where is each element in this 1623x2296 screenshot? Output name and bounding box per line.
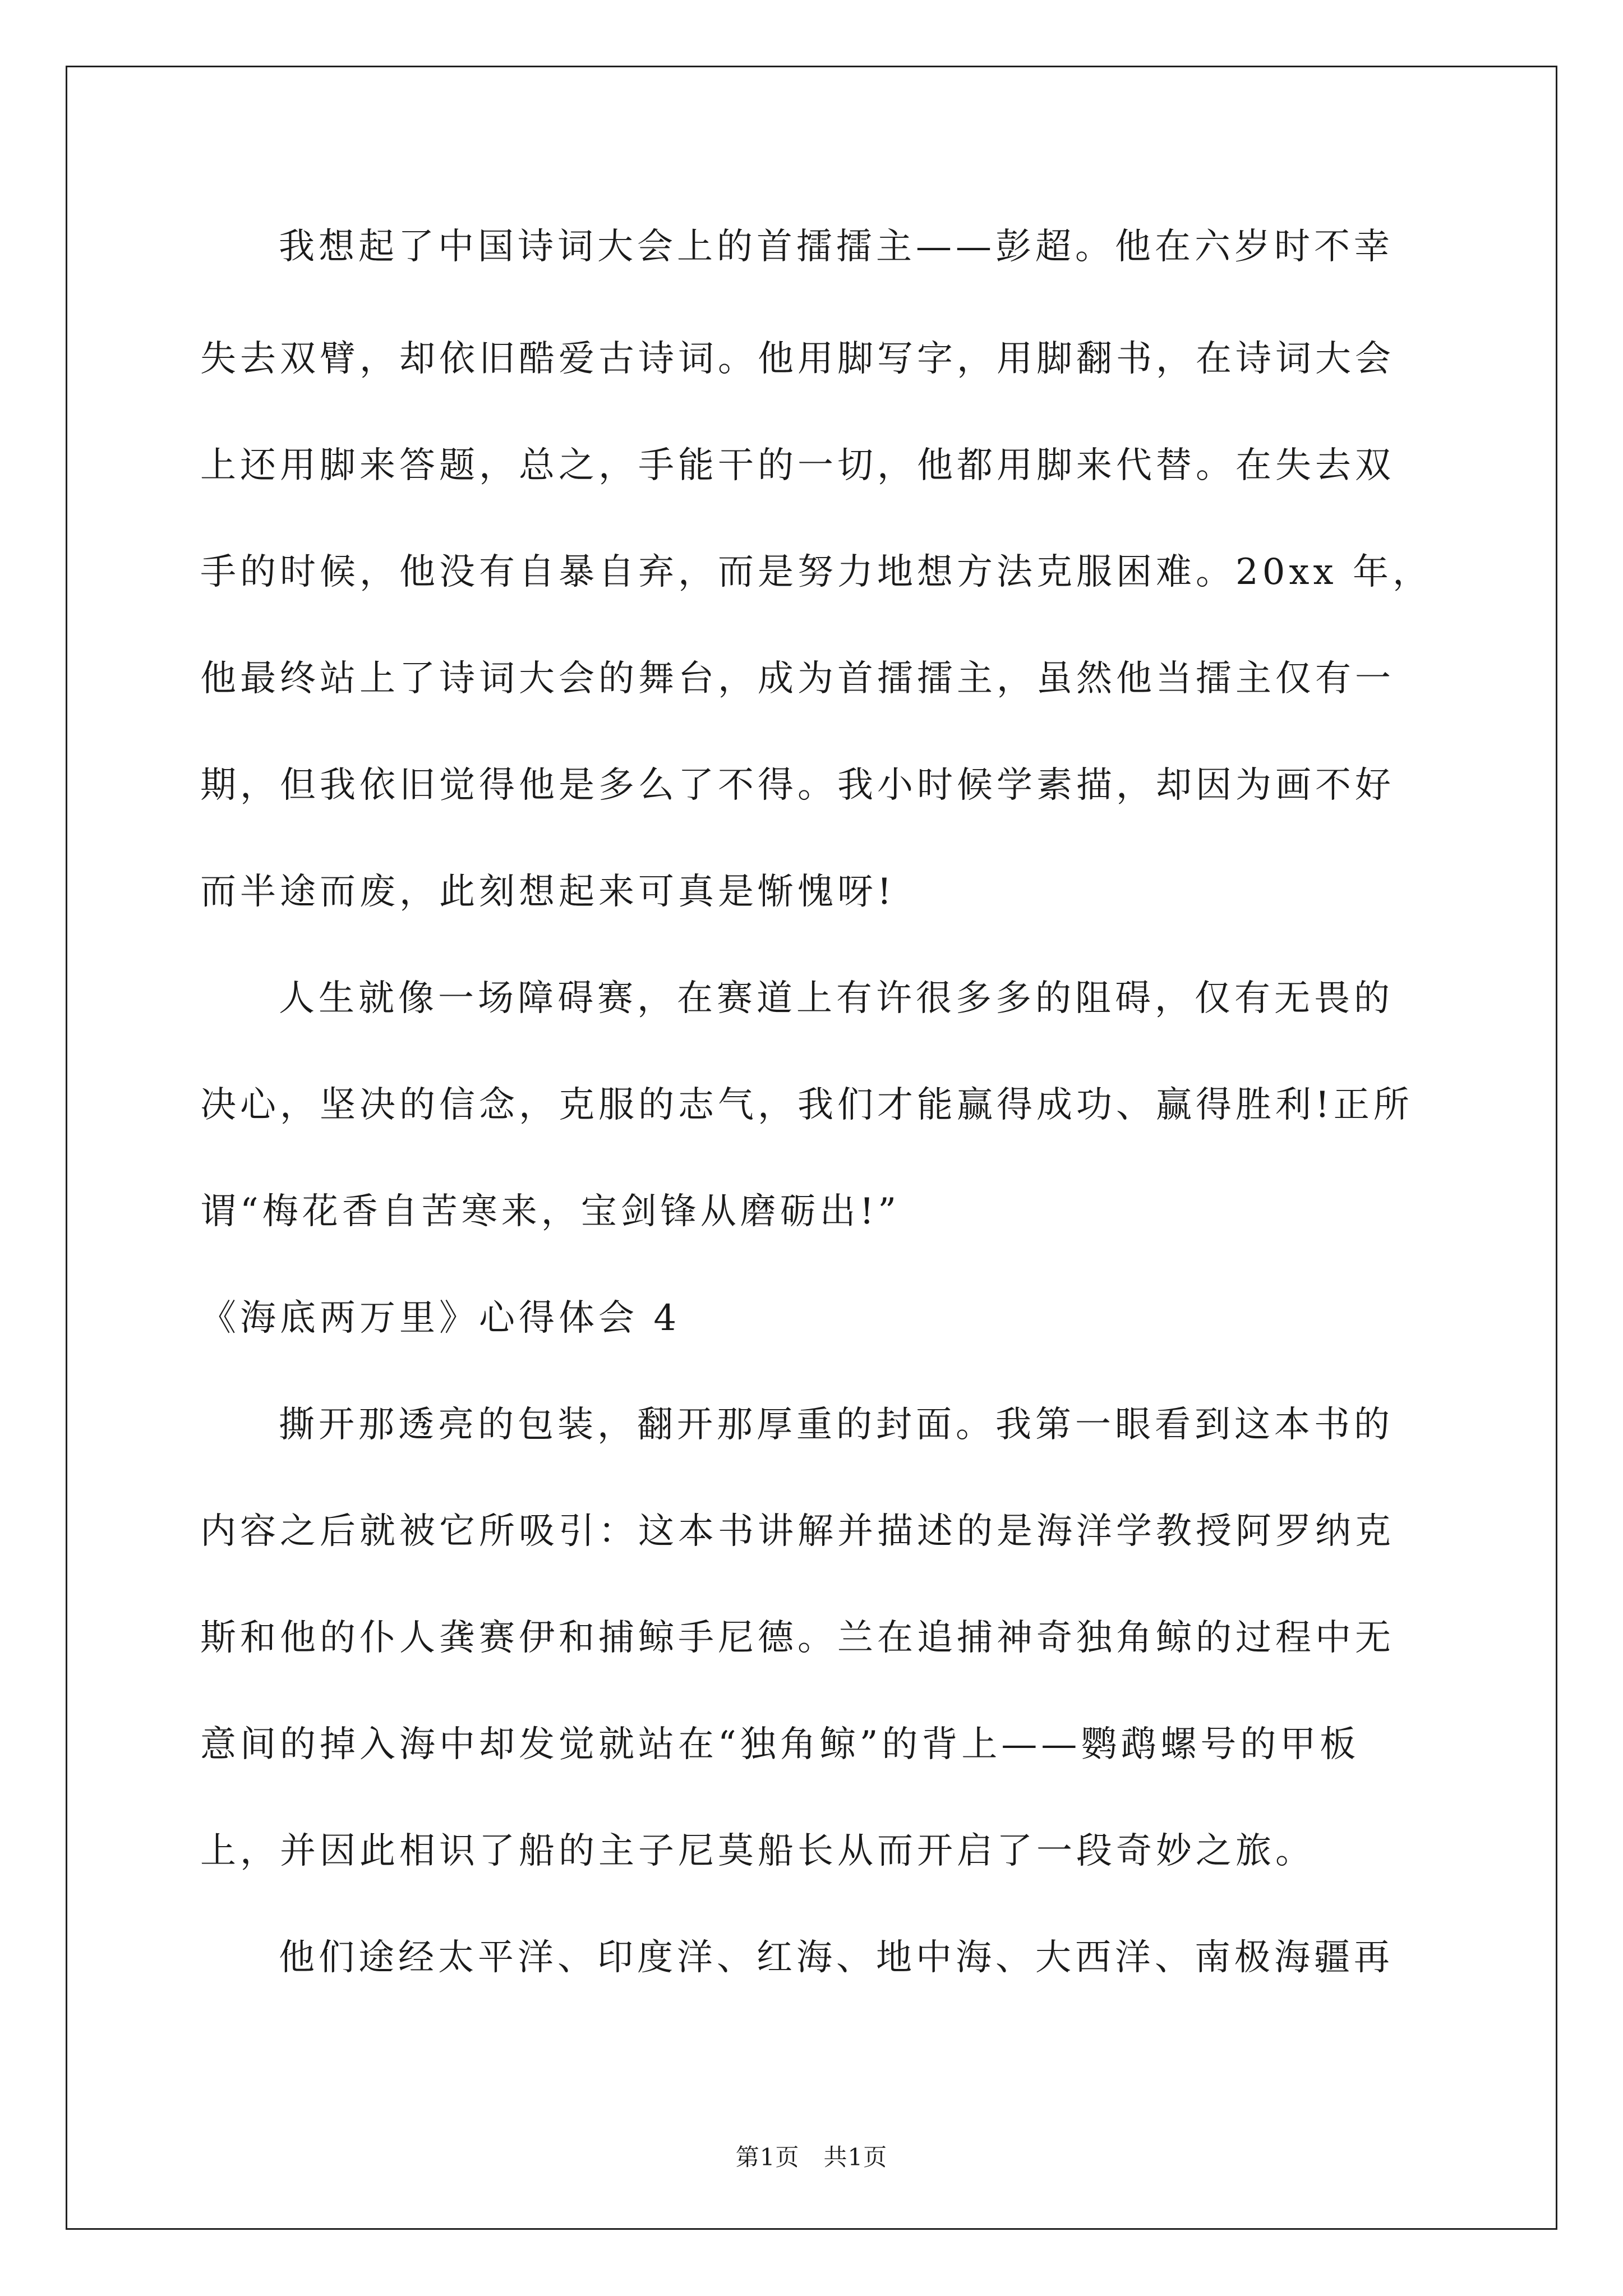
body-text-line: 手的时候，他没有自暴自弃，而是努力地想方法克服困难。20xx 年， [200, 551, 1432, 593]
body-text-line: 决心，坚决的信念，克服的志气，我们才能赢得成功、赢得胜利!正所 [200, 1084, 1413, 1126]
body-text-line: 内容之后就被它所吸引：这本书讲解并描述的是海洋学教授阿罗纳克 [200, 1511, 1395, 1552]
body-text-line: 斯和他的仆人龚赛伊和捕鲸手尼德。兰在追捕神奇独角鲸的过程中无 [200, 1617, 1395, 1659]
body-text-line: 他最终站上了诗词大会的舞台，成为首擂擂主，虽然他当擂主仅有一 [200, 658, 1395, 700]
body-text-line: 谓“梅花香自苦寒来，宝剑锋从磨砺出!” [200, 1191, 901, 1232]
body-text-line: 意间的掉入海中却发觉就站在“独角鲸”的背上——鹦鹉螺号的甲板 [200, 1724, 1360, 1765]
body-text-line: 期，但我依旧觉得他是多么了不得。我小时候学素描，却因为画不好 [200, 765, 1395, 806]
body-text-line: 上还用脚来答题，总之，手能干的一切，他都用脚来代替。在失去双 [200, 445, 1395, 486]
body-text-line: 而半途而废，此刻想起来可真是惭愧呀! [200, 871, 896, 913]
body-text-line: 撕开那透亮的包装，翻开那厚重的封面。我第一眼看到这本书的 [279, 1404, 1394, 1446]
body-text-line: 人生就像一场障碍赛，在赛道上有许很多多的阻碍，仅有无畏的 [279, 978, 1394, 1019]
body-text-line: 我想起了中国诗词大会上的首擂擂主——彭超。他在六岁时不幸 [279, 226, 1394, 268]
section-heading: 《海底两万里》心得体会 4 [200, 1297, 681, 1339]
body-text-line: 他们途经太平洋、印度洋、红海、地中海、大西洋、南极海疆再 [279, 1937, 1394, 1978]
page-number-footer: 第1页 共1页 [735, 2143, 888, 2171]
body-text-line: 上，并因此相识了船的主子尼莫船长从而开启了一段奇妙之旅。 [200, 1830, 1315, 1872]
page-border [66, 66, 1557, 2230]
body-text-line: 失去双臂，却依旧酷爱古诗词。他用脚写字，用脚翻书，在诗词大会 [200, 338, 1395, 380]
